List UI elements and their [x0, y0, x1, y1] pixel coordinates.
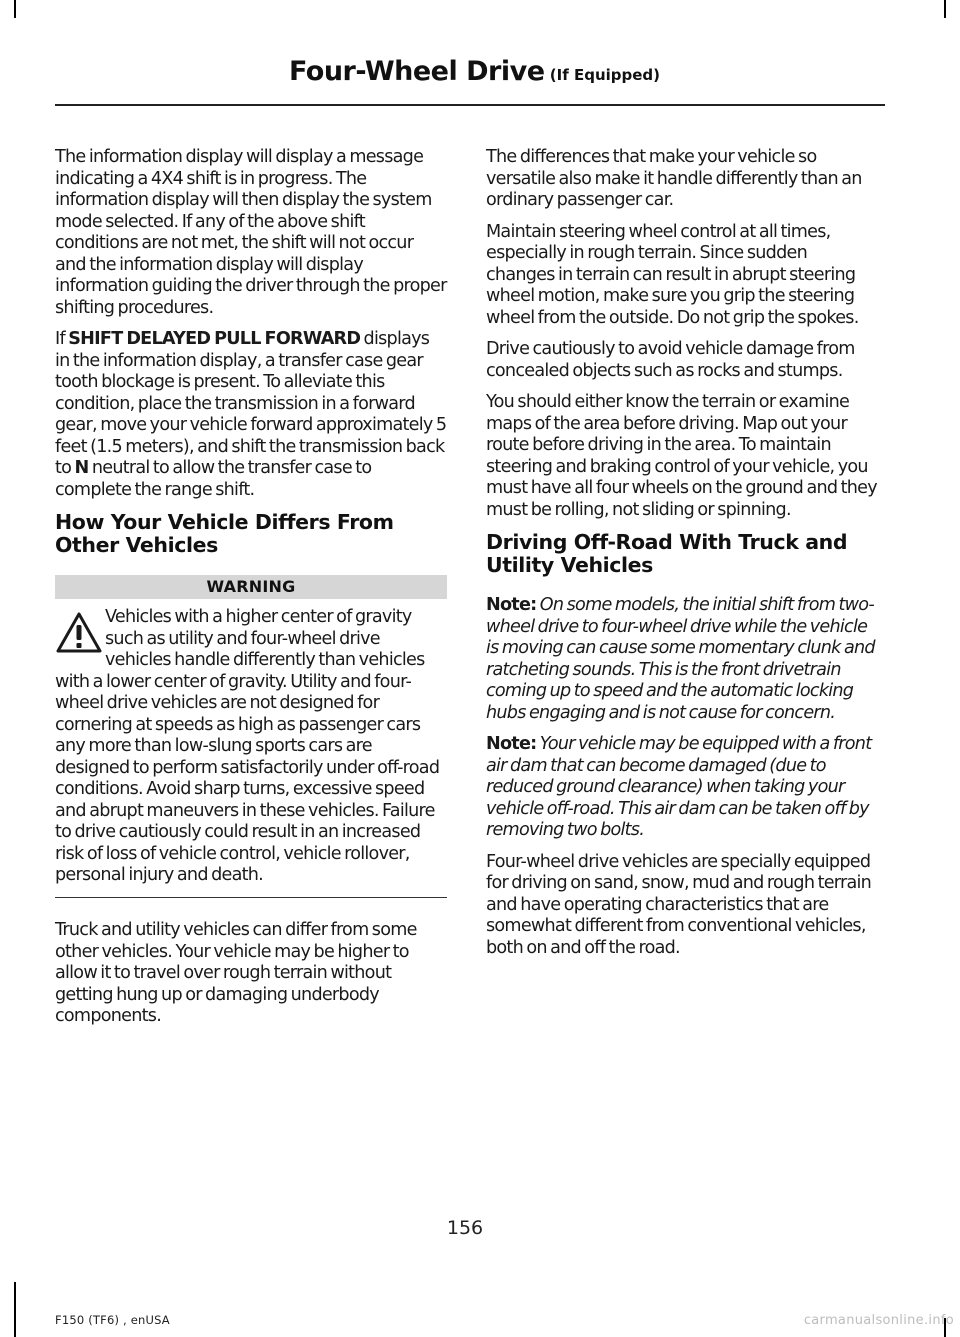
- warning-banner: WARNING: [55, 575, 447, 599]
- p2-suffix: neutral to allow the transfer case to complete the range shift.: [55, 458, 372, 500]
- section-heading-off-road: Driving Off-Road With Truck and Utility Vehicles: [486, 530, 848, 577]
- warning-triangle-icon: [55, 611, 103, 655]
- right-paragraph-1: The differences that make your vehicle so versatile also make it handle differently than an ordinary passenger car.: [486, 147, 862, 210]
- left-paragraph-2: [55, 329, 447, 501]
- crop-mark-top-right: [944, 0, 946, 18]
- header-subtitle-text: (If Equipped): [544, 66, 660, 84]
- crop-mark-bottom-left: [14, 1282, 16, 1337]
- watermark: carmanualsonline.info: [803, 1313, 954, 1328]
- header-divider: [55, 104, 885, 106]
- left-column: [55, 147, 447, 1038]
- shift-delayed-message: SHIFT DELAYED PULL FORWARD: [68, 329, 361, 349]
- crop-mark-top-left: [14, 0, 16, 18]
- section-heading-differs: How Your Vehicle Differs From Other Vehicles: [55, 510, 394, 557]
- right-paragraph-2: Maintain steering wheel control at all times, especially in rough terrain. Since sudden changes in terrain can result in abrupt steering wheel motion, make sure you grip the steering wheel from the outside. Do not grip the spokes.: [486, 221, 859, 328]
- right-paragraph-4: You should either know the terrain or examine maps of the area before driving. Map out your route before driving in the area. To maintain steering and braking control of your vehicle, you must have all four wheels on the ground and they must be rolling, not sliding or spinning.: [486, 392, 877, 520]
- warning-divider: [55, 897, 447, 899]
- note-2-text: Your vehicle may be equipped with a front air dam that can become damaged (due to reduced ground clearance) when taking your vehicle off-road. This air dam can be taken off by removing two bolts.: [486, 734, 872, 840]
- left-paragraph-3: Truck and utility vehicles can differ from some other vehicles. Your vehicle may be higher to allow it to travel over rough terrain without getting hung up or damaging underbody components.: [55, 920, 417, 1026]
- right-paragraph-5: Four-wheel drive vehicles are specially equipped for driving on sand, snow, mud and rough terrain and have operating characteristics that are somewhat different from conventional vehicles, both on and off the road.: [486, 851, 872, 958]
- note-2-label: Note:: [486, 734, 537, 754]
- right-column: [486, 147, 878, 969]
- right-paragraph-3: Drive cautiously to avoid vehicle damage from concealed objects such as rocks and stumps.: [486, 339, 855, 381]
- warning-text: Vehicles with a higher center of gravity such as utility and four-wheel drive vehicles handle differently than vehicles with a lower center of gravity. Utility and four-wheel drive vehicles are not designed for cornering at speeds as high as passenger cars any more than low-slung sports cars are designed to perform satisfactorily under off-road conditions. Avoid sharp turns, excessive speed and abrupt maneuvers in these vehicles. Failure to drive cautiously could result in an increased risk of loss of vehicle control, vehicle rollover, personal injury and death.: [55, 607, 440, 885]
- note-1-label: Note:: [486, 595, 537, 615]
- header-title-text: Four-Wheel Drive: [288, 56, 545, 87]
- p2-middle: displays in the information display, a transfer case gear tooth blockage is present. To alleviate this condition, place the transmission in a forward gear, move your vehicle forward approximately 5 feet (1.5 meters), and shift the transmission back to: [55, 329, 447, 478]
- note-2: [486, 734, 878, 842]
- p2-prefix: If: [55, 329, 69, 349]
- neutral-gear-label: N: [74, 458, 89, 478]
- note-1: [486, 595, 878, 724]
- left-paragraph-1: The information display will display a message indicating a 4X4 shift is in progress. The information display will then display the system mode selected. If any of the above shift conditions are not met, the shift will not occur and the information display will display information guiding the driver through the proper shifting procedures.: [55, 147, 447, 318]
- note-1-text: On some models, the initial shift from two-wheel drive to four-wheel drive while the vehicle is moving can cause some momentary clunk and ratcheting sounds. This is the front drivetrain coming up to speed and the automatic locking hubs engaging and is not cause for concern.: [486, 595, 875, 723]
- footer-model-code: F150 (TF6) , enUSA: [55, 1313, 170, 1327]
- page-header-title: [289, 56, 660, 87]
- warning-box: [55, 607, 447, 898]
- page-number: 156: [446, 1217, 484, 1239]
